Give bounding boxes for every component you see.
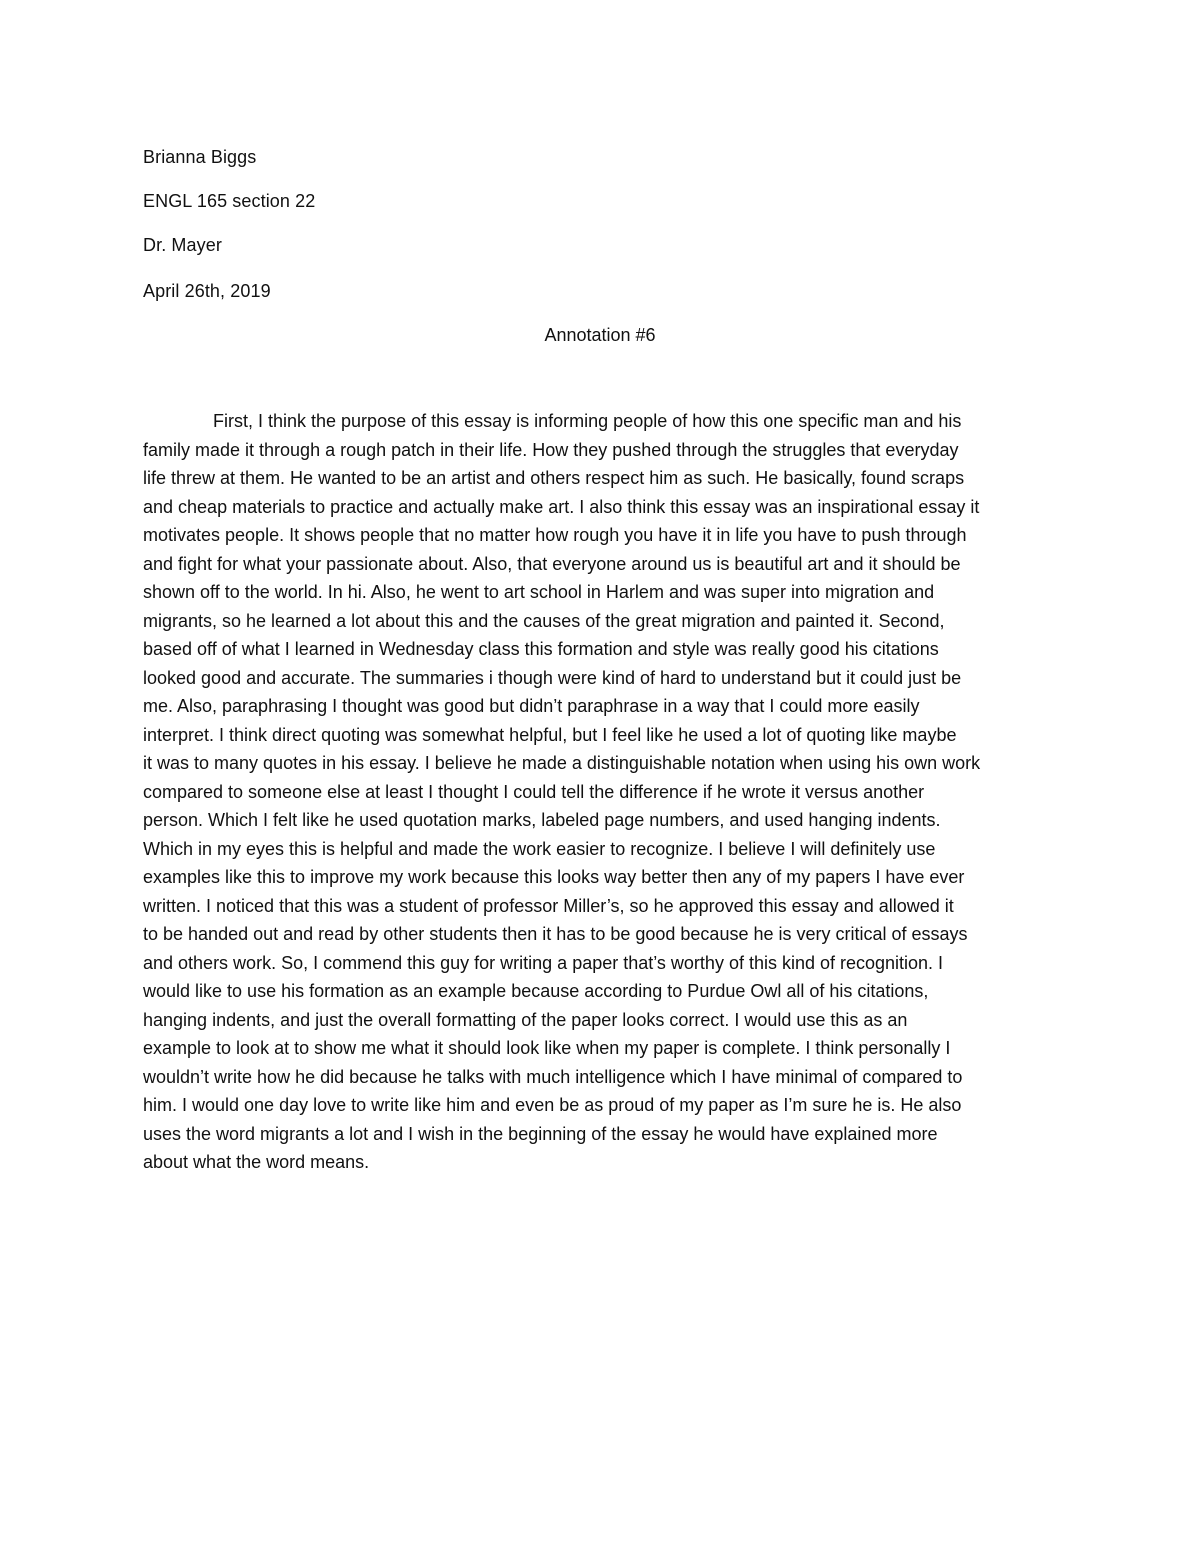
paragraph-line: shown off to the world. In hi. Also, he went to art school in Harlem and was super into migration and bbox=[143, 582, 935, 602]
paragraph-line: examples like this to improve my work because this looks way better then any of my papers I have ever bbox=[143, 867, 965, 887]
paragraph-line: motivates people. It shows people that no matter how rough you have it in life you have to push through bbox=[143, 525, 967, 545]
paragraph-line: him. I would one day love to write like him and even be as proud of my paper as I’m sure he is. He also bbox=[143, 1095, 962, 1115]
instructor-name: Dr. Mayer bbox=[143, 235, 222, 255]
paragraph-line: me. Also, paraphrasing I thought was good but didn’t paraphrase in a way that I could more easily bbox=[143, 696, 920, 716]
paragraph-line: would like to use his formation as an example because according to Purdue Owl all of his citations, bbox=[143, 981, 929, 1001]
paragraph-line: to be handed out and read by other students then it has to be good because he is very critical of essays bbox=[143, 924, 968, 944]
paragraph-line: and fight for what your passionate about. Also, that everyone around us is beautiful art and it should be bbox=[143, 553, 961, 574]
paragraph-line: based off of what I learned in Wednesday class this formation and style was really good his citations bbox=[143, 639, 939, 659]
essay-paragraph bbox=[143, 407, 1063, 1177]
paragraph-line: person. Which I felt like he used quotation marks, labeled page numbers, and used hanging indents. bbox=[143, 810, 941, 830]
document-date: April 26th, 2019 bbox=[143, 281, 271, 301]
document-title: Annotation #6 bbox=[544, 325, 656, 345]
paragraph-line: looked good and accurate. The summaries i though were kind of hard to understand but it could just be bbox=[143, 667, 962, 688]
paragraph-line: First, I think the purpose of this essay is informing people of how this one specific man and his bbox=[213, 411, 962, 431]
paragraph-line: interpret. I think direct quoting was somewhat helpful, but I feel like he used a lot of quoting like maybe bbox=[143, 724, 957, 745]
paragraph-line: uses the word migrants a lot and I wish in the beginning of the essay he would have explained more bbox=[143, 1123, 938, 1144]
paragraph-line: and cheap materials to practice and actually make art. I also think this essay was an inspirational essay it bbox=[143, 496, 980, 517]
paragraph-line: wouldn’t write how he did because he talks with much intelligence which I have minimal of compared to bbox=[143, 1066, 963, 1087]
paragraph-line: and others work. So, I commend this guy for writing a paper that’s worthy of this kind of recognition. I bbox=[143, 952, 944, 973]
paragraph-line: life threw at them. He wanted to be an artist and others respect him as such. He basically, found scraps bbox=[143, 468, 965, 488]
course-name: ENGL 165 section 22 bbox=[143, 191, 316, 211]
paragraph-line: Which in my eyes this is helpful and made the work easier to recognize. I believe I will definitely use bbox=[143, 838, 936, 859]
paragraph-line: compared to someone else at least I thought I could tell the difference if he wrote it versus another bbox=[143, 781, 925, 802]
paragraph-line: family made it through a rough patch in their life. How they pushed through the struggles that everyday bbox=[143, 439, 959, 460]
paragraph-line: example to look at to show me what it should look like when my paper is complete. I think personally I bbox=[143, 1038, 951, 1058]
paragraph-line: migrants, so he learned a lot about this and the causes of the great migration and painted it. Second, bbox=[143, 610, 945, 631]
paragraph-line: written. I noticed that this was a student of professor Miller’s, so he approved this essay and allowed it bbox=[143, 895, 954, 916]
paragraph-line: about what the word means. bbox=[143, 1152, 370, 1172]
author-name: Brianna Biggs bbox=[143, 147, 257, 167]
paragraph-line: it was to many quotes in his essay. I believe he made a distinguishable notation when using his own work bbox=[143, 753, 981, 773]
paragraph-line: hanging indents, and just the overall formatting of the paper looks correct. I would use this as an bbox=[143, 1009, 908, 1030]
